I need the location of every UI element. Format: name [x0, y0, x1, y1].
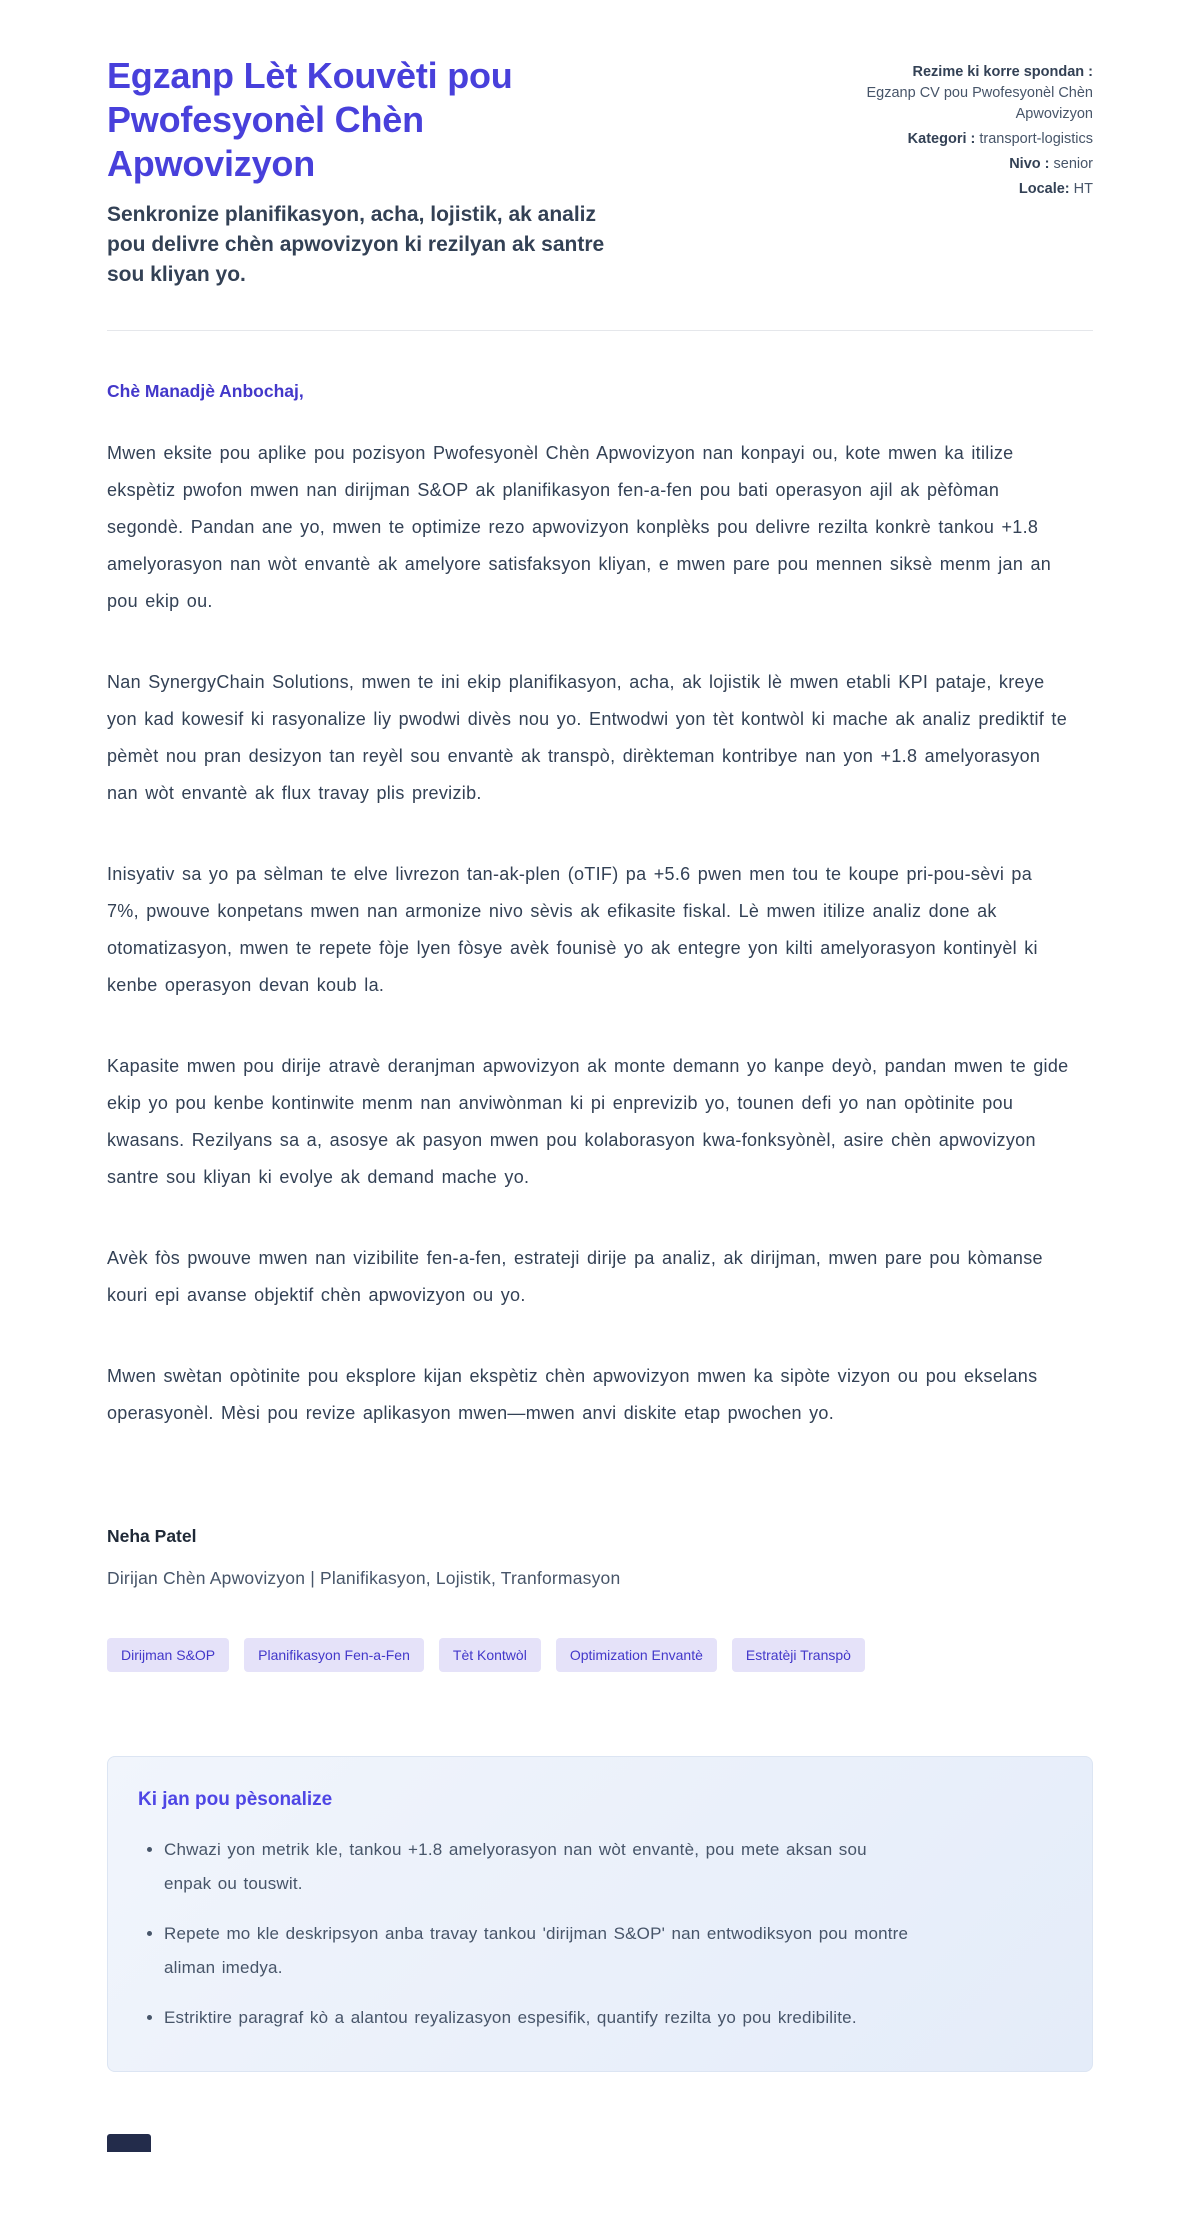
meta-label: Locale:: [1018, 181, 1070, 197]
greeting: Chè Manadjè Anbochaj,: [107, 381, 304, 401]
tips-list: [138, 1833, 1062, 2035]
tips-box: [107, 1756, 1093, 2072]
tag-pill-planifikasyon: Planifikasyon Fen-a-Fen: [244, 1638, 424, 1672]
tip-item-3: • Estriktire paragraf kò a alantou reyalizasyon espesifik, quantify rezilta yo pou kredibilite.: [164, 2001, 1062, 2035]
meta-value: HT: [1073, 181, 1093, 197]
letter-paragraph-5: Avèk fòs pwouve mwen nan vizibilite fen-a-fen, estrateji dirije pa analiz, ak dirijman, mwen pare pou kòmanse kouri epi avanse objektif chèn apwovizyon ou yo.: [107, 1248, 1043, 1305]
meta-value: Egzanp CV pou Pwofesyonèl Chèn Apwovizyon: [866, 85, 1093, 122]
meta-row-locale: [823, 179, 1093, 200]
meta-label: Nivo :: [1009, 156, 1050, 172]
tips-title: Ki jan pou pèsonalize: [138, 1789, 333, 1810]
meta-row-resume: [823, 62, 1093, 125]
meta-row-level: [823, 154, 1093, 175]
tag-pill-tet-kontwol: Tèt Kontwòl: [439, 1638, 541, 1672]
meta-row-category: [823, 129, 1093, 150]
header-left: [107, 54, 823, 290]
letter-paragraph-3: Inisyativ sa yo pa sèlman te elve livrezon tan-ak-plen (oTIF) pa +5.6 pwen men tou te koupe pri-pou-sèvi pa 7%, pwouve konpetans mwen nan armonize nivo sèvis ak efikasite fiskal. Lè mwen itilize analiz done ak otomatizasyon, mwen te repete fòje lyen fòsye avèk founisè yo ak entegre yon kilti amelyorasyon kontinyèl ki kenbe operasyon devan koub la.: [107, 864, 1038, 995]
header-meta: [823, 54, 1093, 204]
meta-label: Rezime ki korre spondan :: [912, 64, 1093, 80]
tag-pill-estrateji: Estratèji Transpò: [732, 1638, 865, 1672]
page-title: Egzanp Lèt Kouvèti pou Pwofesyonèl Chèn Apwovizyon: [107, 55, 513, 184]
footer-partial-bar: [107, 2134, 151, 2152]
header-divider: [107, 330, 1093, 331]
letter-header: [107, 54, 1093, 290]
letter-body: [107, 379, 1093, 1592]
page-container: [107, 0, 1093, 2152]
letter-paragraph-6: Mwen swètan opòtinite pou eksplore kijan ekspètiz chèn apwovizyon mwen ka sipòte vizyon ou pou ekselans operasyonèl. Mèsi pou revize aplikasyon mwen—mwen anvi diskite etap pwochen yo.: [107, 1366, 1038, 1423]
tags-row: [107, 1638, 1093, 1672]
letter-paragraph-2: Nan SynergyChain Solutions, mwen te ini ekip planifikasyon, acha, ak lojistik lè mwen etabli KPI pataje, kreye yon kad kowesif ki rasyonalize liy pwodwi divès nou yo. Entwodwi yon tèt kontwòl ki mache ak analiz prediktif te pèmèt nou pran desizyon tan reyèl sou envantè ak transpò, dirèkteman kontribye nan yon +1.8 amelyorasyon nan wòt envantè ak flux travay plis previzib.: [107, 672, 1068, 803]
tag-pill-optimization: Optimization Envantè: [556, 1638, 717, 1672]
meta-value: transport-logistics: [979, 131, 1093, 147]
tag-pill-dirijman-sop: Dirijman S&OP: [107, 1638, 229, 1672]
tip-item-1: • Chwazi yon metrik kle, tankou +1.8 amelyorasyon nan wòt envantè, pou mete aksan sou enpak ou touswit.: [164, 1833, 1062, 1901]
signature-name: Neha Patel: [107, 1526, 197, 1546]
signature-role: Dirijan Chèn Apwovizyon | Planifikasyon, Lojistik, Tranformasyon: [107, 1568, 621, 1588]
letter-paragraph-4: Kapasite mwen pou dirije atravè deranjman apwovizyon ak monte demann yo kanpe deyò, pandan mwen te gide ekip yo pou kenbe kontinwite menm nan anviwònman ki pi enprevizib yo, tounen defi yo nan opòtinite pou kwasans. Rezilyans sa a, asosye ak pasyon mwen pou kolaborasyon kwa-fonksyònèl, asire chèn apwovizyon santre sou kliyan ki evolye ak demand mache yo.: [107, 1056, 1069, 1187]
meta-label: Kategori :: [907, 131, 976, 147]
tip-item-2: • Repete mo kle deskripsyon anba travay tankou 'dirijman S&OP' nan entwodiksyon pou montre aliman imedya.: [164, 1917, 1062, 1985]
page-subtitle: Senkronize planifikasyon, acha, lojistik, ak analiz pou delivre chèn apwovizyon ki rezilyan ak santre sou kliyan yo.: [107, 203, 605, 286]
letter-paragraph-1: Mwen eksite pou aplike pou pozisyon Pwofesyonèl Chèn Apwovizyon nan konpayi ou, kote mwen ka itilize ekspètiz pwofon mwen nan dirijman S&OP ak planifikasyon fen-a-fen pou bati operasyon ajil ak pèfòman segondè. Pandan ane yo, mwen te optimize rezo apwovizyon konplèks pou delivre rezilta konkrè tankou +1.8 amelyorasyon nan wòt envantè ak amelyore satisfaksyon kliyan, e mwen pare pou mennen siksè menm jan an pou ekip ou.: [107, 443, 1052, 611]
meta-value: senior: [1053, 156, 1093, 172]
